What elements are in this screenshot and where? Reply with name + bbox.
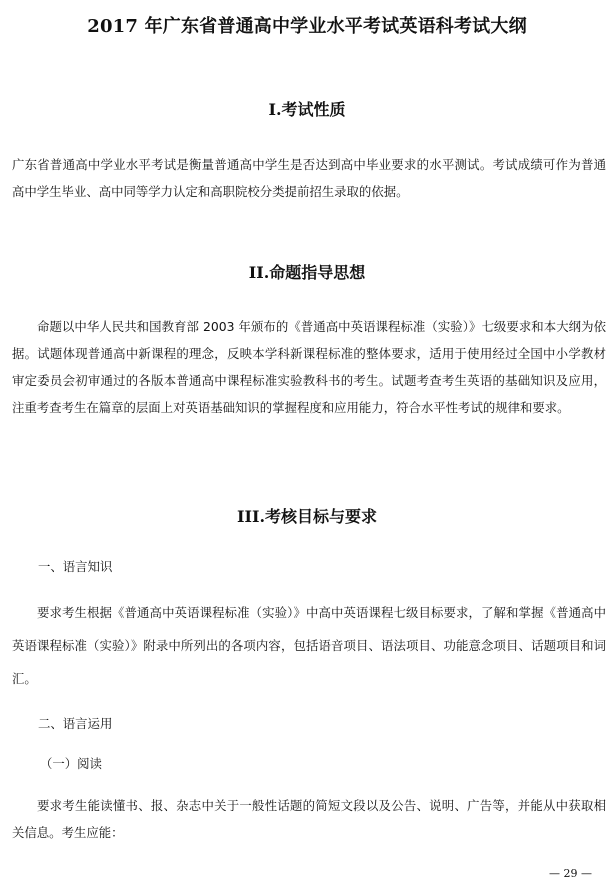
section-heading-guiding-principles: II.命题指导思想 <box>248 263 366 282</box>
subheading-language-use: 二、语言运用 <box>38 716 113 731</box>
section-guiding-paragraph: 命题以中华人民共和国教育部 2003 年颁布的《普通高中英语课程标准（实验）》七级要求和本大纲为依据。试题体现普通高中新课程的理念，反映本学科新课程标准的整体要求，适用于使用经过全国中小学教材审定委员会初审通过的各版本普通高中课程标准实验教科书的考生。试题考查考生英语的基础知识及应用，注重考查考生在篇章的层面上对英语基础知识的掌握程度和应用能力，符合水平性考试的规律和要求。 <box>12 319 606 415</box>
section-heading-objectives: III.考核目标与要求 <box>236 507 378 526</box>
subheading-language-knowledge: 一、语言知识 <box>38 559 113 574</box>
paragraph-language-knowledge: 要求考生根据《普通高中英语课程标准（实验）》中高中英语课程七级目标要求，了解和掌握《普通高中英语课程标准（实验）》附录中所列出的各项内容，包括语音项目、语法项目、功能意念项目、话题项目和词汇。 <box>12 605 606 686</box>
document-title: 2017 年广东省普通高中学业水平考试英语科考试大纲 <box>87 16 527 37</box>
page-number: — 29 — <box>549 867 592 880</box>
subheading-reading: （一）阅读 <box>40 756 102 771</box>
section-heading-nature: I.考试性质 <box>268 100 346 119</box>
paragraph-reading: 要求考生能读懂书、报、杂志中关于一般性话题的简短文段以及公告、说明、广告等，并能从中获取相关信息。考生应能： <box>12 798 606 840</box>
section-nature-paragraph: 广东省普通高中学业水平考试是衡量普通高中学生是否达到高中毕业要求的水平测试。考试成绩可作为普通高中学生毕业、高中同等学力认定和高职院校分类提前招生录取的依据。 <box>12 157 606 199</box>
